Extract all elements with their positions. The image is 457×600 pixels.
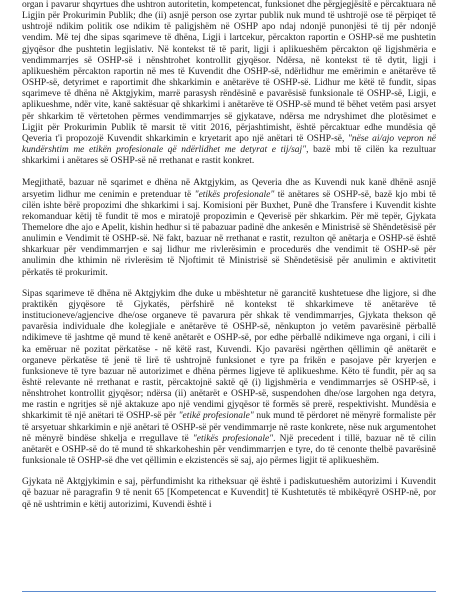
paragraph-text-run: nuk mund të përdoret në mënyrë formaliste për të arsyetuar shkarkimin e një anëtari të OSHP-së për vendimmarrje në raste konkrete, nëse nuk argumentohet në mënyrë bindëse shkelja e rregullave të xyxy=(22,411,436,444)
paragraph-text-run: Megjithatë, bazuar në sqarimet e dhëna në Aktgjykim, as Qeveria dhe as Kuvendi nuk kanë dhënë asnjë arsyetim lidhur me cenimin e pretenduar të xyxy=(22,178,436,200)
footer-rule xyxy=(22,591,436,592)
quoted-italic-text: "etikë profesionale" xyxy=(178,411,254,422)
paragraph-text-run: , bazë mbi të cilën ka rezultuar shkarkimi i anëtares së OSHP-së në rrethanat e rastit konkret. xyxy=(22,145,436,167)
paragraph-text-run: . Një precedent i tillë, bazuar në të cilin anëtarët e OSHP-së do të mund të shkarkoheshin për vendimmarrjen e tyre, do të cenonte thelbë pavarësinë funksionale të OSHP-së dhe vet qëllimin e ekzistencës së saj, ajo përmes ligjit të aplikueshëm. xyxy=(22,433,436,467)
paragraph-3 xyxy=(22,289,436,468)
paragraph-2 xyxy=(22,178,436,278)
document-page xyxy=(22,0,436,600)
paragraph-text-run: Gjykata në Aktgjykimin e saj, përfundimisht ka ritheksuar që është i padiskutueshëm autorizimi i Kuvendit që bazuar në paragrafin 9 të nenit 65 [Kompetencat e Kuvendit] të Kushtetutës të mbikëqyrë OSHP-në, por që në ushtrimin e këtij autorizimi, Kuvendi është i xyxy=(22,477,436,510)
quoted-italic-text: "etikës profesionale" xyxy=(194,189,275,200)
paragraph-text-run: Sipas sqarimeve të dhëna në Aktgjykim dhe duke u mbështetur në garancitë kushtetuese dhe ligjore, si dhe praktikën gjyqësore të Gjykatës, përfshirë në kontekst të shkarkimeve të anëtarëve të institucioneve/agjencive dhe/ose organeve të pavarura për shkak të vendimmarrjes, Gjykata thekson që pavarësia individuale dhe kolegjiale e anëtarëve të OSHP-së, nënkupton jo vetëm pavarësinë përballë ndikimeve të jashtme që mund të kenë anëtarët e OSHP-së, por edhe përballë ndikimeve nga organi, i cili i ka emëruar në pozitat përkatëse - në këtë rast, Kuvendi. Kjo pavarësi ngërthen qëllimin që anëtarët e organeve përkatëse të jenë të lirë të ushtrojnë funksionet e tyre pa frikën e pasojave për kryerjen e funksioneve të tyre bazuar në autorizimet e dhëna përmes ligjeve të aplikueshme. Këto të fundit, për aq sa është relevante në rrethanat e rastit, përcaktojnë saktë që (i) ligjshmëria e vendimmarrjes së OSHP-së, i nënshtrohet kontrollit gjyqësor; ndërsa (ii) anëtarët e OSHP-së, suspendohen dhe/ose largohen nga detyra, me rastin e ngritjes së një aktakuze apo një vendimi gjyqësor të formës së prerë, respektivisht. Mundësia e shkarkimit të një anëtari të OSHP-së për xyxy=(22,288,436,422)
paragraph-1 xyxy=(22,0,436,167)
quoted-italic-text: "etikës profesionale" xyxy=(192,433,274,444)
paragraph-text-run: organ i pavarur shqyrtues dhe ushtron autoritetin, kompetencat, funksionet dhe përgjegjësitë e përcaktuara në Ligjin për Prokurimin Publik; dhe (ii) asnjë person ose zyrtar publik nuk mund të ushtrojë ose të përpiqet të ushtrojë ndikim politik ose ndikim të paligjshëm në OSHP apo ndaj ndonjë punonjësi të tij për ndonjë vendim. Më tej dhe sipas sqarimeve të dhëna, Ligji i lartcekur, përcakton raportin e OSHP-së me pushtetin gjyqësor dhe pushtetin legjislativ. Në kontekst të të parit, ligji i aplikueshëm përcakton që ligjshmëria e vendimmarrjes së OSHP-së i nënshtrohet kontrollit gjyqësor. Ndërsa, në kontekst të të dytit, ligji i aplikueshëm përcakton raportin në mes të Kuvendit dhe OSHP-së, ndërlidhur me emërimin e anëtarëve të OSHP-së, detyrimet e raportimit dhe shkarkimin e anëtarëve të OSHP-së. Lidhur me këtë të fundit, sipas sqarimeve të dhëna në Aktgjykim, marrë parasysh rëndësinë e pavarësisë funksionale të OSHP-së, Ligji, e aplikueshme, ndër vite, kanë saktësuar që shkarkimi i anëtarëve të OSHP-së mund të bëhet vetëm pasi arsyet për shkarkim të vërtetohen përmes vendimmarrjes së gjykatave, ndërsa me ndryshimet dhe plotësimet e Ligjit për Prokurimin Publik të marsit të vitit 2016, përjashtimisht, është përcaktuar edhe mundësia që Qeveria t'i propozojë Kuvendit shkarkimin e kryetarit apo një anëtari të OSHP-së, xyxy=(22,0,436,144)
paragraph-4 xyxy=(22,477,436,510)
quoted-italic-text: "nëse ai/ajo vepron në kundërshtim me etikën profesionale që ndërlidhet me detyrat e tij/saj" xyxy=(22,133,436,156)
paragraph-text-run: të anëtares së OSHP-së, bazë kjo mbi të cilën ishte bërë propozimi dhe shkarkimi i saj. Komisioni për Buxhet, Punë dhe Transfere i Kuvendit kishte rekomanduar këtij të fundit të mos e miratojë propozimin e Qeverisë për shkarkim. Për më tepër, Gjykata Themelore dhe ajo e Apelit, kishin hedhur si të pabazuar padinë dhe ankesën e Ministrisë së Shëndetësisë për anulimin e Vendimit të OSHP-së. Në fakt, bazuar në rrethanat e rastit, rezulton që anëtarja e OSHP-së është shkarkuar për vendimmarrjen e saj lidhur me rivlerësimin e procedurës dhe vendimit të OSHP-së për anulimin dhe kthimin në rivlerësim të Njoftimit të Ministrisë së Shëndetësisë për anulimin e aktivitetit përkatës të prokurimit. xyxy=(22,189,436,278)
